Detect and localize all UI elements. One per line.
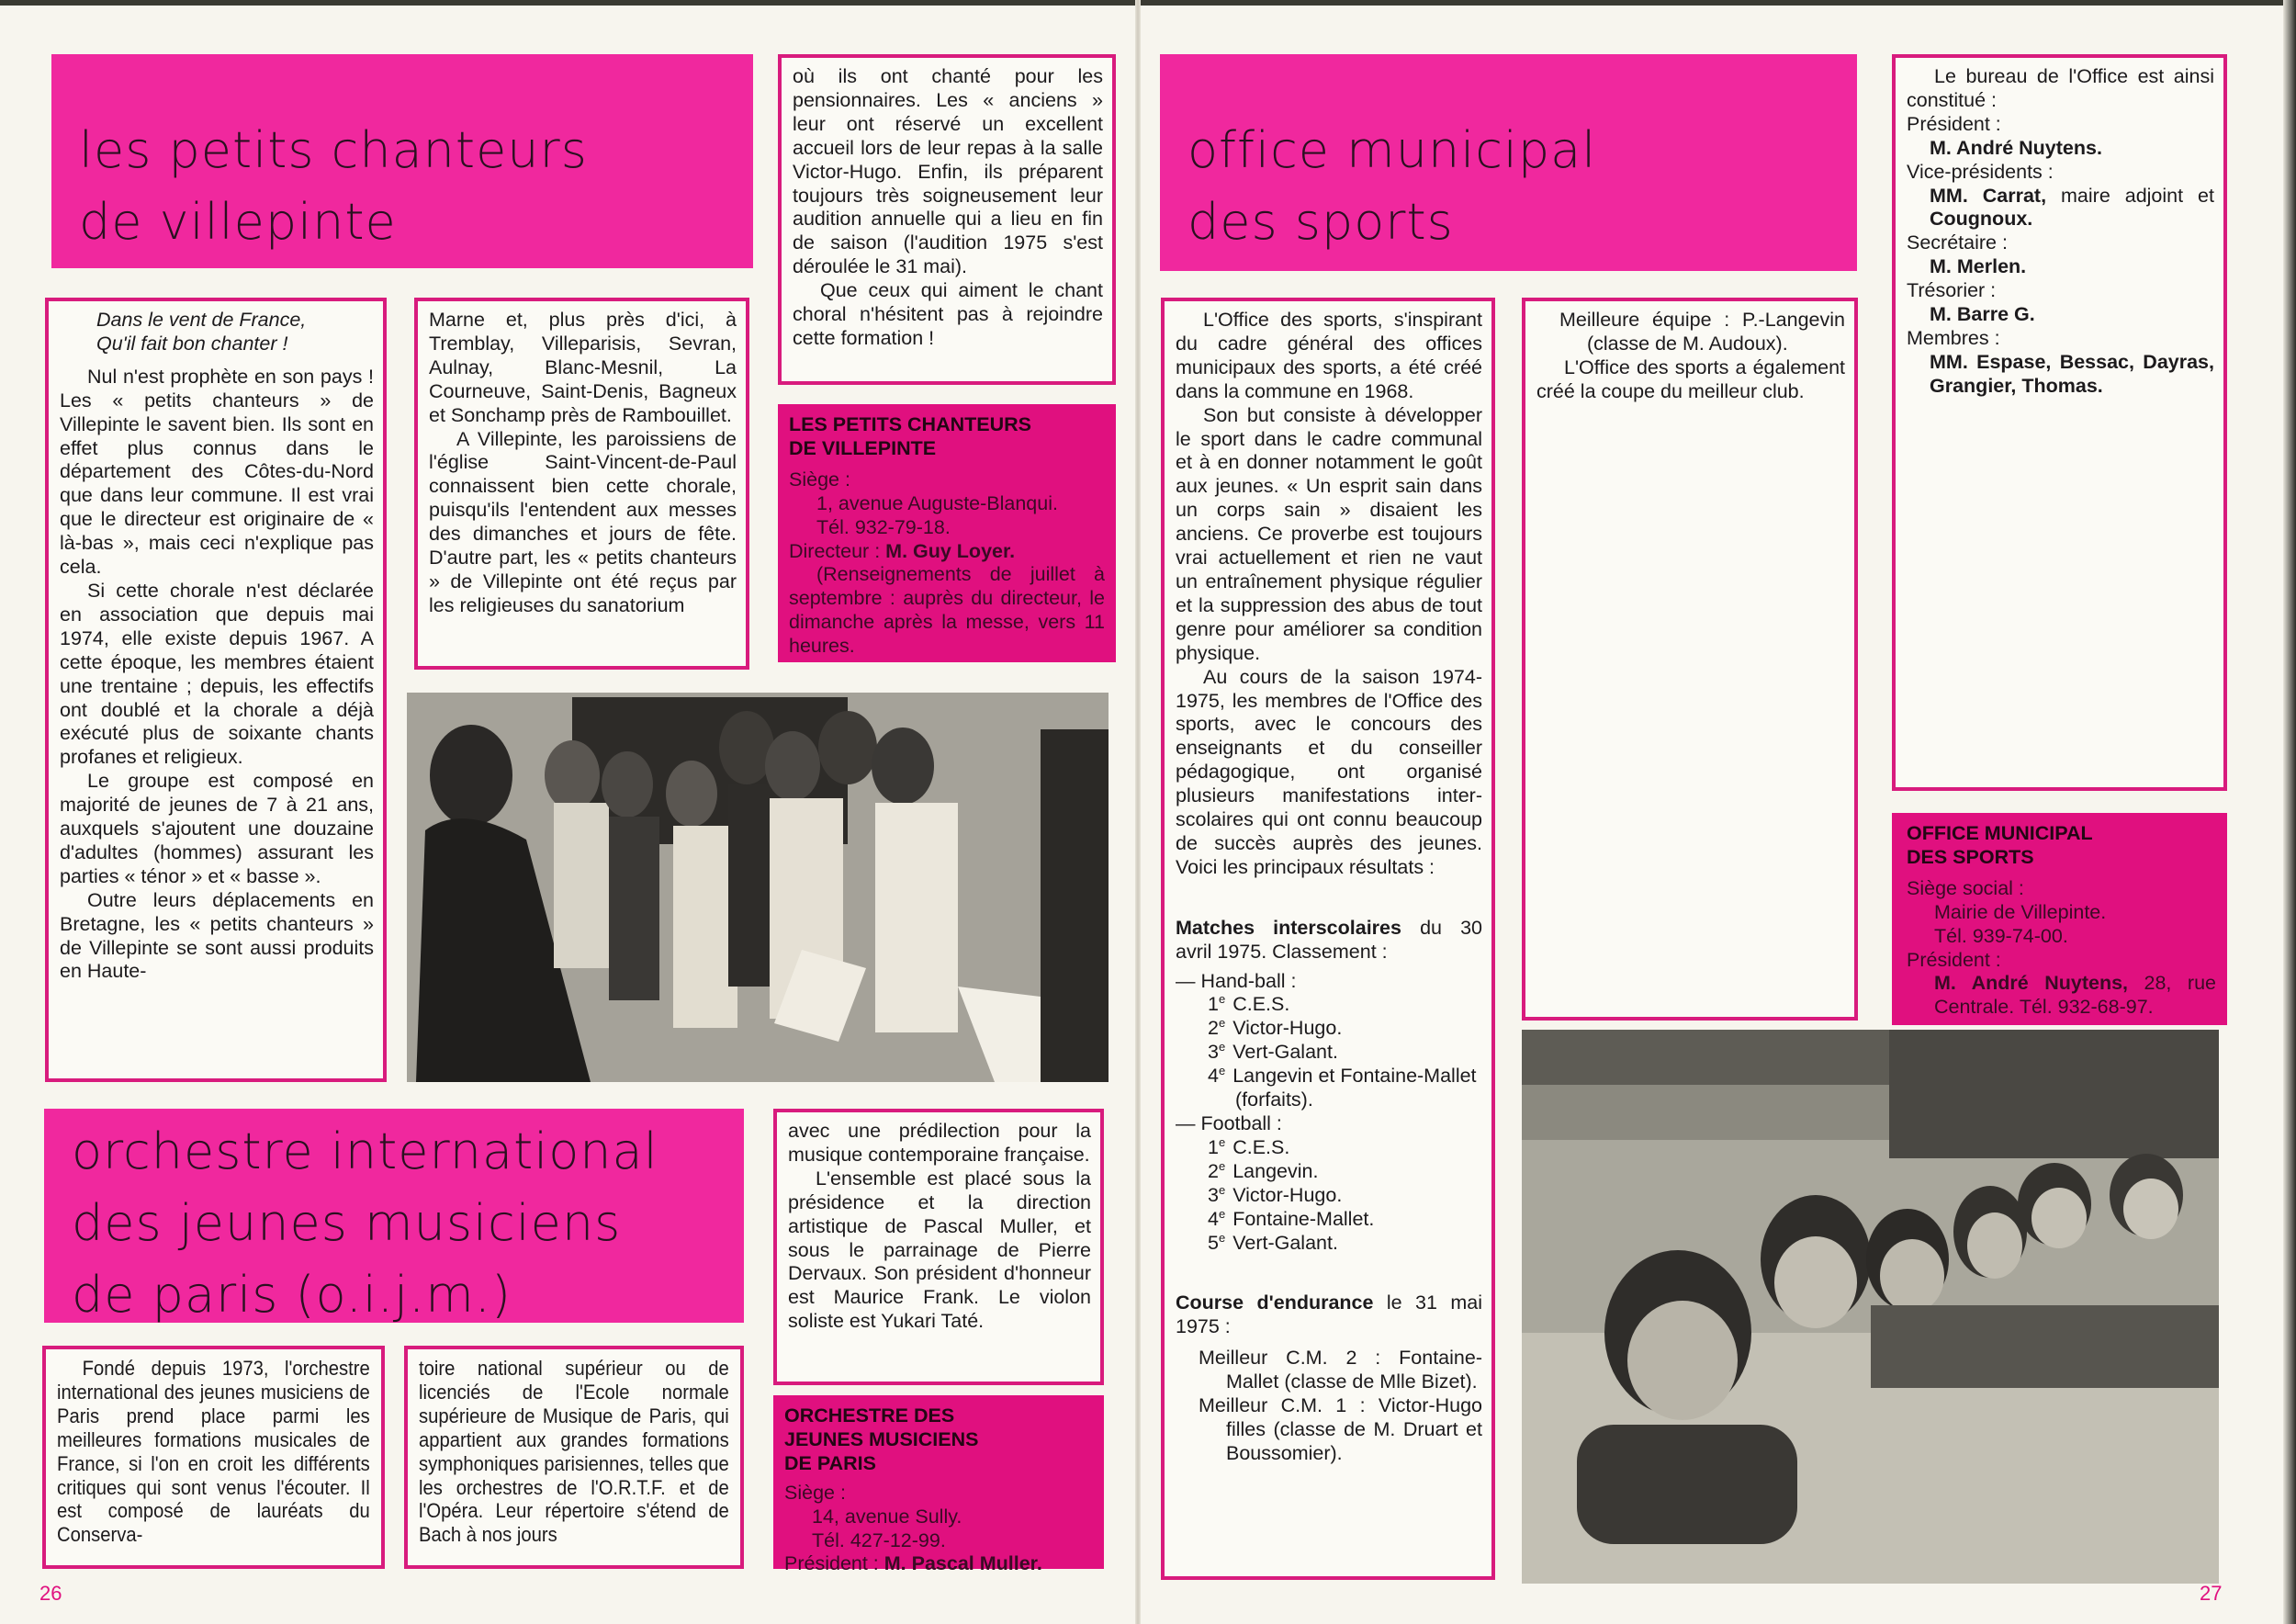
bureau-box — [1892, 54, 2227, 791]
president-label: Président : — [1907, 948, 2001, 971]
info-heading-line: LES PETITS CHANTEURS — [789, 413, 1031, 435]
handball-rank-item — [1176, 1065, 1482, 1112]
football-rank-item — [1176, 1160, 1482, 1184]
chanteurs-title-banner — [51, 54, 753, 268]
sports-info-box — [1892, 813, 2227, 1025]
rank-number: 3 — [1208, 1183, 1219, 1206]
chanteurs-info-box — [778, 404, 1116, 662]
paragraph: toire national supérieur ou de licenciés de l'Ecole normale supérieure de Musique de Paris, qui appartient aux grandes formations symphoniques parisiennes, telles que les orchestres de l'O.R.T.F. et de l'Opéra. Leur répertoire s'étend de Bach à nos jours — [419, 1357, 729, 1547]
role-label: Président : — [1907, 112, 2001, 135]
president-name: M. Pascal Muller. — [884, 1552, 1042, 1575]
paragraph: Outre leurs déplacements en Bretagne, les « petits chanteurs » de Villepinte se sont aussi produits en Haute- — [60, 888, 374, 983]
meilleure-equipe: Meilleure équipe : P.-Langevin (classe de M. Audoux). — [1559, 309, 1845, 355]
president-label: Président : — [784, 1552, 879, 1575]
siege-label: Siège : — [784, 1481, 846, 1504]
role-label: Vice-présidents : — [1907, 160, 2054, 183]
paragraph: Au cours de la saison 1974-1975, les membres de l'Office des sports, avec le concours des enseignants et du conseiller pédagogique, ont organisé plusieurs manifestations inter-scolaires qui ont connu beaucoup de succès auprès des jeunes. Voici les principaux résultats : — [1176, 665, 1482, 878]
handball-results — [1176, 970, 1482, 1256]
rank-suffix: e — [1218, 1230, 1226, 1245]
role-members — [1907, 137, 2214, 161]
paragraph: avec une prédilection pour la musique contemporaine française. — [788, 1120, 1091, 1166]
role-label: Secrétaire : — [1907, 231, 2008, 254]
chanteurs-text-col1 — [45, 298, 387, 1082]
president-line — [784, 1552, 1093, 1576]
title-line: des jeunes musiciens — [72, 1194, 622, 1252]
info-heading — [784, 1404, 1093, 1476]
handball-rank-item — [1176, 1017, 1482, 1041]
director-line — [789, 540, 1105, 564]
paragraph: Nul n'est prophète en son pays ! Les « petits chanteurs » de Villepinte le savent bien. Ils sont en effet plus connus dans le département des Côtes-du-Nord que dans leur commune. Il est vrai que le directeur est originaire de « là-bas », mais ceci n'explique pas cela. — [60, 365, 374, 579]
rank-suffix: e — [1218, 992, 1226, 1007]
info-heading — [1907, 822, 2216, 870]
matches-heading — [1176, 917, 1482, 964]
paragraph: L'Office des sports a également créé la coupe du meilleur club. — [1536, 355, 1845, 402]
info-heading-line: DE PARIS — [784, 1451, 876, 1474]
director-label: Directeur : — [789, 539, 881, 562]
paragraph: Si cette chorale n'est déclarée en association que depuis mai 1974, elle existe depuis 1967. A cette époque, les membres étaient une trentaine ; depuis, les effectifs ont doublé et la chorale a déjà exécuté plus de soixante chants profanes et religieux. — [60, 579, 374, 769]
page-number-left: 26 — [39, 1582, 62, 1605]
rank-number: 3 — [1208, 1041, 1219, 1064]
epigraph-line: Qu'il fait bon chanter ! — [96, 332, 288, 355]
role-members — [1907, 351, 2214, 399]
siege-label: Siège social : — [1907, 876, 2024, 899]
info-heading — [789, 413, 1105, 461]
paragraph: L'Office des sports, s'inspirant du cadre général des offices municipaux des sports, a été créé dans la commune en 1968. — [1176, 309, 1482, 402]
team-name: Vert-Galant. — [1232, 1041, 1338, 1064]
member-names: MM. Espase, Bessac, Dayras, Grangier, Thomas. — [1930, 350, 2214, 397]
phone: Tél. 932-79-18. — [816, 515, 951, 538]
president-name: M. André Nuytens, — [1934, 972, 2129, 995]
address: 1, avenue Auguste-Blanqui. — [816, 491, 1058, 514]
title-line: les petits chanteurs — [79, 121, 588, 179]
page-number-right: 27 — [2200, 1582, 2223, 1605]
football-label: — Football : — [1176, 1112, 1282, 1134]
team-name: Vert-Galant. — [1232, 1231, 1338, 1254]
phone: Tél. 427-12-99. — [812, 1528, 946, 1551]
orchestre-text-col3 — [773, 1109, 1104, 1385]
football-rank-item — [1176, 1136, 1482, 1160]
matches-bold: Matches interscolaires — [1176, 916, 1401, 939]
team-name: C.E.S. — [1232, 993, 1290, 1016]
orchestre-info-box — [773, 1395, 1104, 1575]
paragraph: Que ceux qui aiment le chant choral n'hésitent pas à rejoindre cette formation ! — [793, 279, 1103, 349]
team-name: Fontaine-Mallet. — [1232, 1207, 1375, 1230]
team-name: Langevin. — [1232, 1159, 1319, 1182]
book-spine — [1135, 0, 1141, 1624]
orchestre-title-banner — [44, 1109, 744, 1323]
rank-suffix: e — [1218, 1158, 1226, 1173]
handball-rank-item — [1176, 1041, 1482, 1065]
title-line: des sports — [1187, 193, 1454, 251]
rank-suffix: e — [1218, 1206, 1226, 1221]
paragraph: Marne et, plus près d'ici, à Tremblay, Villeparisis, Sevran, Aulnay, Blanc-Mesnil, La Courneuve, Saint-Denis, Bagneux et Sonchamp près de Rambouillet. — [429, 309, 737, 426]
sports-text-col1 — [1161, 298, 1495, 1580]
role-label: Trésorier : — [1907, 279, 1997, 302]
member-names: M. Merlen. — [1930, 255, 2027, 278]
role-label: Membres : — [1907, 326, 2000, 349]
team-name: Victor-Hugo. — [1232, 1183, 1343, 1206]
bureau-intro: Le bureau de l'Office est ainsi constitué : — [1907, 65, 2214, 111]
member-names: MM. Carrat, — [1930, 184, 2047, 207]
rank-suffix: e — [1218, 1134, 1226, 1149]
football-rank-item — [1176, 1208, 1482, 1232]
info-heading-line: DE VILLEPINTE — [789, 436, 937, 459]
matches-rest: du 30 avril 1975. Classement : — [1176, 916, 1482, 963]
rank-number: 4 — [1208, 1065, 1219, 1088]
chanteurs-text-col2 — [414, 298, 749, 670]
team-name: Victor-Hugo. — [1232, 1017, 1343, 1040]
rank-suffix: e — [1218, 1064, 1226, 1078]
director-name: M. Guy Loyer. — [885, 539, 1016, 562]
handball-rank-item — [1176, 993, 1482, 1017]
address: 14, avenue Sully. — [812, 1505, 962, 1528]
title-line: de villepinte — [79, 193, 397, 251]
course-rest: le 31 mai 1975 : — [1176, 1291, 1482, 1338]
member-names: M. Barre G. — [1930, 303, 2035, 326]
rank-suffix: e — [1218, 1040, 1226, 1054]
paragraph: Son but consiste à développer le sport dans le cadre communal et à en donner notamment le goût aux jeunes. « Un esprit sain dans un corps sain » disaient les anciens. Ce proverbe est toujours vrai actuellement et rien ne vaut un entraînement physique régulier et la suppression des abus de tout genre pour améliorer sa condition physique. — [1176, 403, 1482, 664]
rank-suffix: e — [1218, 1182, 1226, 1197]
cm2-result: Meilleur C.M. 2 : Fontaine-Mallet (classe de Mlle Bizet). — [1199, 1347, 1482, 1393]
member-names: M. André Nuytens. — [1930, 136, 2102, 159]
info-heading-line: ORCHESTRE DES — [784, 1404, 955, 1427]
football-rank-item — [1176, 1232, 1482, 1256]
choir-photo-image — [407, 693, 1109, 1082]
info-heading-line: JEUNES MUSICIENS — [784, 1427, 979, 1450]
paragraph: Le groupe est composé en majorité de jeunes de 7 à 21 ans, auxquels s'ajoutent une douzaine d'adultes (hommes) assurant les parties « ténor » et « basse ». — [60, 770, 374, 887]
football-rank-item — [1176, 1184, 1482, 1208]
paragraph: où ils ont chanté pour les pensionnaires. Les « anciens » leur ont réservé un excellent accueil lors de leur repas à la salle Victor-Hugo. Enfin, ils préparent toujours très soigneusement leur audition annuelle qui a lieu en fin de saison (l'audition 1975 s'est déroulée le 31 mai). — [793, 65, 1103, 278]
info-note: (Renseignements de juillet à septembre : auprès du directeur, le dimanche après la messe, vers 11 heures. — [789, 563, 1105, 658]
chanteurs-text-col3 — [778, 54, 1116, 385]
role-members — [1907, 303, 2214, 327]
course-heading — [1176, 1291, 1482, 1339]
cm1-result: Meilleur C.M. 1 : Victor-Hugo filles (classe de M. Druart et Boussomier). — [1199, 1394, 1482, 1464]
paragraph: L'ensemble est placé sous la présidence et la direction artistique de Pascal Muller, et sous le parrainage de Pierre Dervaux. Son président d'honneur est Maurice Frank. Le violon soliste est Yukari Taté. — [788, 1167, 1091, 1333]
children-photo-image — [1522, 1030, 2219, 1584]
role-members — [1907, 184, 2220, 232]
rank-number: 1 — [1208, 993, 1219, 1016]
epigraph-line: Dans le vent de France, — [96, 309, 307, 331]
page-edge — [2283, 0, 2296, 1624]
role-description: maire adjoint et — [2046, 184, 2220, 207]
phone: Tél. 939-74-00. — [1934, 924, 2068, 947]
rank-number: 5 — [1208, 1231, 1219, 1254]
rank-suffix: e — [1218, 1016, 1226, 1031]
orchestre-text-col2 — [404, 1346, 744, 1569]
sports-title-banner — [1160, 54, 1857, 271]
children-photo — [1522, 1030, 2219, 1584]
address: Mairie de Villepinte. — [1934, 900, 2107, 923]
paragraph: A Villepinte, les paroissiens de l'église Saint-Vincent-de-Paul connaissent bien cette chorale, puisqu'ils l'entendent aux messes des dimanches et jours de fête. D'autre part, les « petits chanteurs » de Villepinte ont été reçus par les religieuses du sanatorium — [429, 427, 737, 616]
info-heading-line: DES SPORTS — [1907, 845, 2034, 868]
rank-number: 2 — [1208, 1017, 1219, 1040]
handball-label: — Hand-ball : — [1176, 969, 1297, 992]
page-top-shadow — [0, 0, 2296, 6]
title-line: de paris (o.i.j.m.) — [72, 1266, 512, 1324]
choir-photo — [407, 693, 1109, 1082]
siege-label: Siège : — [789, 468, 850, 491]
president-address: 28, rue Centrale. Tél. 932-68-97. — [1934, 972, 2216, 1019]
rank-number: 2 — [1208, 1159, 1219, 1182]
title-line: orchestre international — [72, 1122, 658, 1180]
president-line — [1907, 972, 2216, 1020]
orchestre-text-col1 — [42, 1346, 385, 1569]
title-line: office municipal — [1187, 121, 1597, 179]
rank-number: 4 — [1208, 1207, 1219, 1230]
team-name: Langevin et Fontaine-Mallet (forfaits). — [1232, 1065, 1477, 1111]
role-members — [1907, 255, 2214, 279]
course-bold: Course d'endurance — [1176, 1291, 1374, 1314]
info-heading-line: OFFICE MUNICIPAL — [1907, 822, 2093, 844]
rank-number: 1 — [1208, 1135, 1219, 1158]
sports-text-col2 — [1522, 298, 1858, 1021]
team-name: C.E.S. — [1232, 1135, 1290, 1158]
paragraph: Fondé depuis 1973, l'orchestre international des jeunes musiciens de Paris prend place parmi les meilleures formations musicales de France, si l'on en croit les différents critiques qui sont venus l'écouter. Il est composé de lauréats du Conserva- — [57, 1357, 370, 1547]
member-names: Cougnoux. — [1930, 208, 2033, 231]
